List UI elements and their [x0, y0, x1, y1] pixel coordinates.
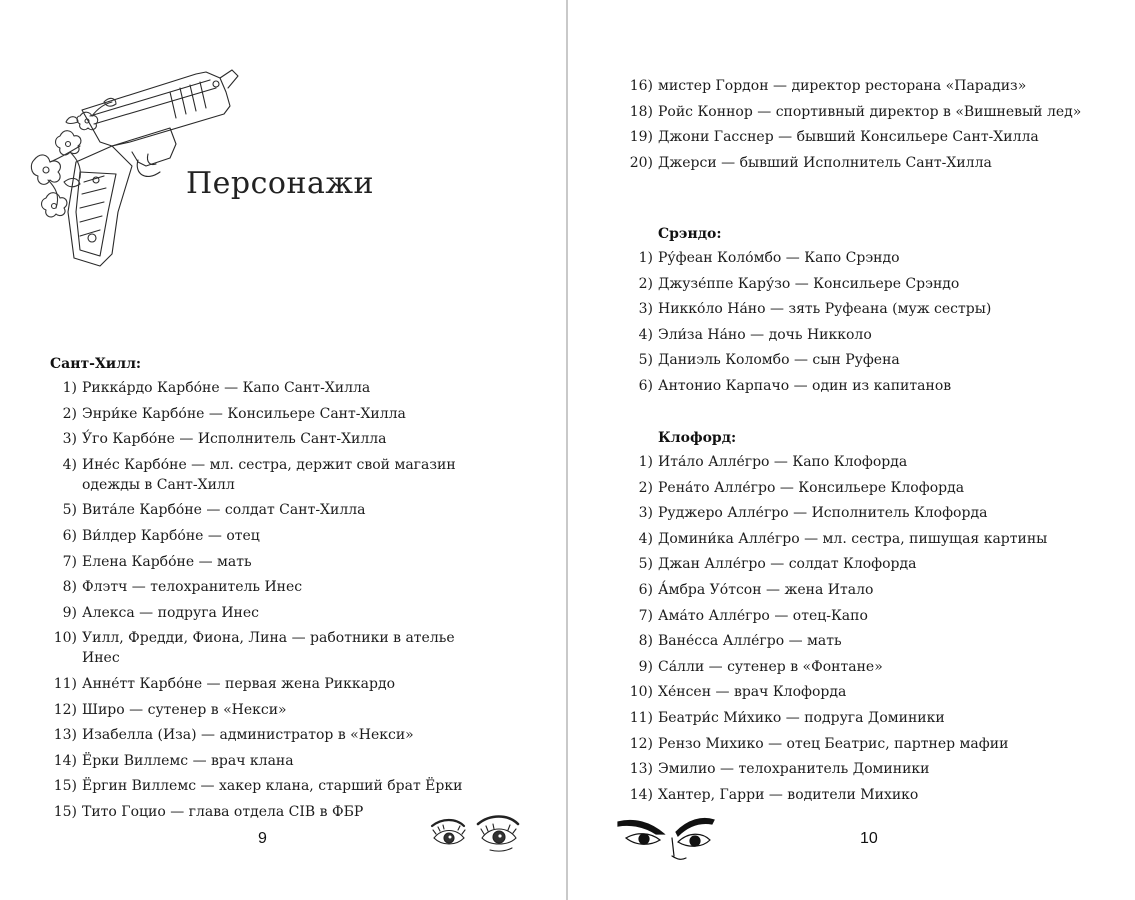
item-number: 3): [638, 505, 653, 522]
left-page: [0, 0, 567, 900]
list-item: [626, 580, 1098, 600]
list-item: [50, 500, 490, 520]
item-number: 3): [638, 301, 653, 318]
section-heading: Клофорд:: [658, 430, 737, 446]
item-text: Флэтч — телохранитель Инес: [82, 579, 303, 596]
list-item: [626, 248, 1098, 268]
list-item: [50, 429, 490, 449]
item-text: Вита́ле Карбо́не — солдат Сант-Хилла: [82, 502, 366, 519]
item-text: Даниэль Коломбо — сын Руфена: [658, 352, 900, 369]
item-number: 15): [53, 803, 77, 820]
item-text: Алекса — подруга Инес: [82, 604, 259, 621]
list-item: [626, 785, 1098, 805]
section-sant-hill: [50, 356, 490, 828]
list-item: [50, 552, 490, 572]
list-item: [626, 127, 1096, 147]
item-number: 19): [629, 129, 653, 146]
item-text: Джузе́ппе Кару́зо — Консильере Срэндо: [658, 275, 960, 292]
item-number: 8): [62, 579, 77, 596]
list-item: [50, 577, 490, 597]
item-text: Ита́ло Алле́гро — Капо Клофорда: [658, 454, 908, 470]
list-item: [50, 404, 490, 424]
item-number: 11): [53, 675, 77, 692]
list-item: [50, 378, 490, 398]
angry-eyes-icon: [616, 812, 716, 864]
item-number: 7): [638, 607, 653, 624]
item-number: 12): [629, 735, 653, 752]
item-number: 1): [638, 250, 653, 266]
eyes-icon: [428, 812, 520, 857]
item-text: Антонио Карпачо — один из капитанов: [658, 377, 952, 394]
item-number: 4): [638, 326, 653, 343]
character-list: [50, 378, 490, 822]
item-text: Анне́тт Карбо́не — первая жена Риккардо: [82, 675, 395, 692]
item-number: 15): [53, 778, 77, 795]
list-item: [626, 350, 1098, 370]
item-number: 2): [638, 479, 653, 496]
list-item: [626, 708, 1098, 728]
list-item: [50, 751, 490, 771]
list-item: [50, 628, 490, 668]
section-heading: Срэндо:: [658, 226, 722, 242]
item-text: Джерси — бывший Исполнитель Сант-Хилла: [658, 154, 992, 171]
item-text: А́мбра Уо́тсон — жена Итало: [658, 581, 874, 598]
list-item: [50, 802, 490, 822]
list-item: [50, 526, 490, 546]
item-text: Рензо Михико — отец Беатрис, партнер мафии: [658, 735, 1009, 752]
list-item: [626, 274, 1098, 294]
item-number: 14): [629, 786, 653, 803]
right-page: [568, 0, 1135, 900]
item-number: 9): [638, 658, 653, 675]
item-text: Джони Гасснер — бывший Консильере Сант-Хилла: [658, 129, 1039, 146]
item-number: 2): [62, 405, 77, 422]
item-text: Эмилио — телохранитель Доминики: [658, 761, 930, 778]
item-text: Руджеро Алле́гро — Исполнитель Клофорда: [658, 505, 988, 522]
character-list: [626, 248, 1098, 396]
item-number: 3): [62, 431, 77, 448]
list-item: [50, 776, 490, 796]
item-number: 13): [53, 727, 77, 744]
item-text: Елена Карбо́не — мать: [82, 553, 252, 570]
item-text: Ине́с Карбо́не — мл. сестра, держит свой магазин одежды в Сант-Хилл: [82, 456, 456, 493]
section-srendo: [638, 226, 1098, 402]
item-text: Ру́феан Коло́мбо — Капо Срэндо: [658, 250, 900, 266]
character-list: [626, 76, 1096, 173]
item-number: 6): [62, 527, 77, 544]
list-item: [626, 299, 1098, 319]
item-number: 2): [638, 275, 653, 292]
section-kloford: [629, 430, 1098, 810]
list-item: [626, 606, 1098, 626]
list-item: [626, 76, 1096, 96]
item-text: Джан Алле́гро — солдат Клофорда: [658, 556, 917, 573]
item-number: 5): [638, 352, 653, 369]
item-number: 8): [638, 633, 653, 650]
item-number: 10): [629, 684, 653, 701]
item-number: 5): [62, 502, 77, 519]
list-item: [50, 674, 490, 694]
item-text: У́го Карбо́не — Исполнитель Сант-Хилла: [82, 431, 387, 448]
item-number: 16): [629, 78, 653, 94]
item-number: 4): [62, 456, 77, 473]
item-text: Энри́ке Карбо́не — Консильере Сант-Хилла: [82, 405, 406, 422]
item-text: мистер Гордон — директор ресторана «Парадиз»: [658, 78, 1027, 94]
item-number: 11): [629, 709, 653, 726]
item-text: Уилл, Фредди, Фиона, Лина — работники в ателье Инес: [82, 630, 455, 667]
character-list: [626, 452, 1098, 805]
list-item: [50, 603, 490, 623]
page-number: 9: [258, 830, 267, 847]
page-number: 10: [860, 830, 878, 847]
list-item: [50, 455, 490, 495]
list-item: [626, 102, 1096, 122]
item-number: 18): [629, 103, 653, 120]
item-number: 6): [638, 377, 653, 394]
list-item: [626, 529, 1098, 549]
list-item: [626, 631, 1098, 651]
section-heading: Сант-Хилл:: [50, 356, 142, 372]
list-item: [626, 657, 1098, 677]
item-text: Ёргин Виллемс — хакер клана, старший брат Ёрки: [82, 778, 463, 795]
list-item: [626, 554, 1098, 574]
list-item: [626, 376, 1098, 396]
item-text: Ви́лдер Карбо́не — отец: [82, 527, 260, 544]
item-number: 1): [62, 380, 77, 396]
item-number: 9): [62, 604, 77, 621]
list-item: [626, 682, 1098, 702]
item-number: 13): [629, 761, 653, 778]
list-item: [626, 153, 1096, 173]
item-text: Домини́ка Алле́гро — мл. сестра, пишущая картины: [658, 530, 1048, 547]
item-text: Изабелла (Иза) — администратор в «Некси»: [82, 727, 414, 744]
list-item: [626, 734, 1098, 754]
item-text: Ване́сса Алле́гро — мать: [658, 633, 842, 650]
item-text: Ама́то Алле́гро — отец-Капо: [658, 607, 868, 624]
item-text: Рикка́рдо Карбо́не — Капо Сант-Хилла: [82, 380, 371, 396]
item-text: Тито Гоцио — глава отдела CIB в ФБР: [82, 803, 364, 820]
item-text: Ёрки Виллемс — врач клана: [82, 752, 294, 769]
item-text: Рена́то Алле́гро — Консильере Клофорда: [658, 479, 965, 496]
list-item: [626, 503, 1098, 523]
section-sant-hill-continued: [626, 76, 1096, 178]
item-text: Хантер, Гарри — водители Михико: [658, 786, 919, 803]
page-title: Персонажи: [186, 166, 374, 201]
item-number: 12): [53, 701, 77, 718]
list-item: [626, 759, 1098, 779]
item-number: 10): [53, 630, 77, 647]
item-text: Са́лли — сутенер в «Фонтане»: [658, 658, 883, 675]
list-item: [626, 325, 1098, 345]
item-text: Беатри́с Ми́хико — подруга Доминики: [658, 709, 945, 726]
item-number: 1): [638, 454, 653, 470]
item-text: Эли́за На́но — дочь Никколо: [658, 326, 872, 343]
item-number: 5): [638, 556, 653, 573]
item-text: Ройс Коннор — спортивный директор в «Вишневый лед»: [658, 103, 1082, 120]
list-item: [50, 700, 490, 720]
list-item: [626, 478, 1098, 498]
item-number: 14): [53, 752, 77, 769]
item-text: Широ — сутенер в «Некси»: [82, 701, 287, 718]
item-number: 7): [62, 553, 77, 570]
item-text: Никко́ло На́но — зять Руфеана (муж сестры): [658, 301, 992, 318]
item-text: Хе́нсен — врач Клофорда: [658, 684, 847, 701]
item-number: 6): [638, 581, 653, 598]
item-number: 20): [629, 154, 653, 171]
item-number: 4): [638, 530, 653, 547]
list-item: [50, 725, 490, 745]
list-item: [626, 452, 1098, 472]
